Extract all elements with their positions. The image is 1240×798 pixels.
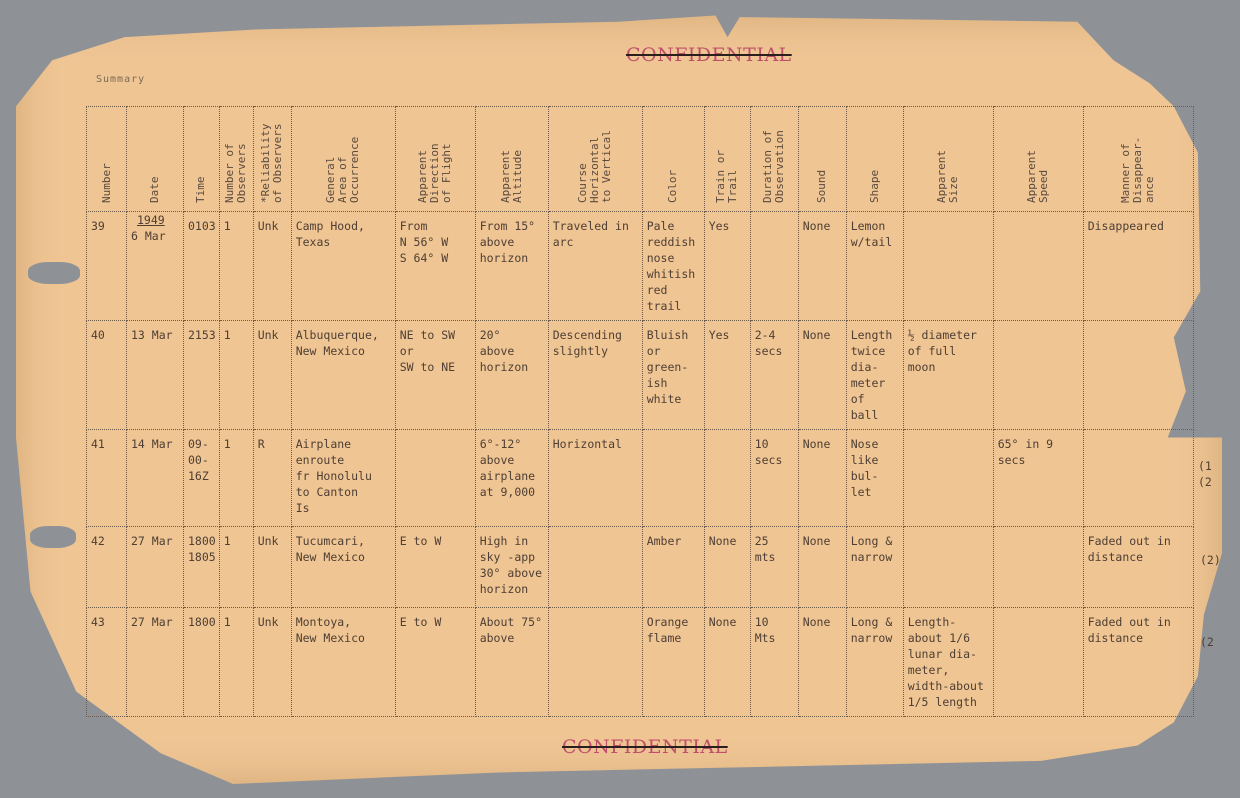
edge-note-row-43: (2	[1200, 635, 1214, 649]
cell-number: 43	[87, 608, 127, 717]
header-reliability: *Reliability of Observers	[253, 107, 291, 212]
header-disappearance: Manner of Disappear- ance	[1083, 107, 1193, 212]
cell-duration: 10 Mts	[750, 608, 798, 717]
edge-note-row-41: (1 (2	[1198, 459, 1212, 489]
confidential-stamp-bottom: CONFIDENTIAL	[562, 736, 728, 758]
cell-train: None	[704, 608, 750, 717]
cell-number: 40	[87, 321, 127, 430]
cell-time: 2153	[184, 321, 220, 430]
cell-duration: 2-4 secs	[750, 321, 798, 430]
cell-direction: From N 56° W S 64° W	[395, 212, 475, 321]
cell-speed: 65° in 9 secs	[993, 430, 1083, 527]
cell-size: ½ diameter of full moon	[903, 321, 993, 430]
cell-duration	[750, 212, 798, 321]
cell-sound: None	[798, 608, 846, 717]
cell-observers: 1	[219, 212, 253, 321]
cell-course: Descending slightly	[548, 321, 642, 430]
table-row	[87, 321, 1194, 430]
cell-sound: None	[798, 527, 846, 608]
cell-time: 1800 1805	[184, 527, 220, 608]
cell-reliability: Unk	[253, 527, 291, 608]
cell-disappearance: Faded out in distance	[1083, 608, 1193, 717]
cell-number: 41	[87, 430, 127, 527]
cell-time: 0103	[184, 212, 220, 321]
header-time: Time	[184, 107, 220, 212]
cell-observers: 1	[219, 527, 253, 608]
cell-direction	[395, 430, 475, 527]
cell-time: 09- 00- 16Z	[184, 430, 220, 527]
header-speed: Apparent Speed	[993, 107, 1083, 212]
cell-observers: 1	[219, 430, 253, 527]
cell-disappearance	[1083, 430, 1193, 527]
punch-hole-bottom	[30, 526, 76, 548]
header-area: General Area of Occurrence	[291, 107, 395, 212]
cell-course	[548, 527, 642, 608]
punch-hole-top	[28, 262, 80, 284]
cell-train: None	[704, 527, 750, 608]
table-row	[87, 527, 1194, 608]
sightings-table	[86, 106, 1194, 717]
cell-reliability: R	[253, 430, 291, 527]
cell-size	[903, 430, 993, 527]
cell-area: Camp Hood, Texas	[291, 212, 395, 321]
cell-reliability: Unk	[253, 212, 291, 321]
cell-size	[903, 527, 993, 608]
table-row	[87, 608, 1194, 717]
cell-shape: Length twice dia- meter of ball	[846, 321, 903, 430]
header-row	[87, 107, 1194, 212]
cell-train: Yes	[704, 321, 750, 430]
cell-train	[704, 430, 750, 527]
cell-altitude: From 15° above horizon	[475, 212, 548, 321]
cell-area: Montoya, New Mexico	[291, 608, 395, 717]
cell-altitude: 20° above horizon	[475, 321, 548, 430]
cell-disappearance	[1083, 321, 1193, 430]
cell-shape: Lemon w/tail	[846, 212, 903, 321]
cell-color	[642, 430, 704, 527]
cell-direction: E to W	[395, 608, 475, 717]
cell-course: Horizontal	[548, 430, 642, 527]
cell-observers: 1	[219, 321, 253, 430]
header-course: Course Horizontal to Vertical	[548, 107, 642, 212]
cell-date: 1949 6 Mar	[127, 212, 184, 321]
cell-color: Bluish or green- ish white	[642, 321, 704, 430]
cell-year: 1949	[137, 213, 165, 227]
header-shape: Shape	[846, 107, 903, 212]
cell-shape: Long & narrow	[846, 608, 903, 717]
cell-color: Amber	[642, 527, 704, 608]
cell-shape: Nose like bul- let	[846, 430, 903, 527]
confidential-stamp-top: CONFIDENTIAL	[626, 44, 792, 66]
cell-disappearance: Disappeared	[1083, 212, 1193, 321]
cell-course: Traveled in arc	[548, 212, 642, 321]
header-sound: Sound	[798, 107, 846, 212]
cell-size	[903, 212, 993, 321]
cell-sound: None	[798, 321, 846, 430]
cell-reliability: Unk	[253, 321, 291, 430]
table-row	[87, 212, 1194, 321]
cell-date: 14 Mar	[127, 430, 184, 527]
header-color: Color	[642, 107, 704, 212]
cell-color: Pale reddish nose whitish red trail	[642, 212, 704, 321]
cell-direction: E to W	[395, 527, 475, 608]
cell-duration: 25 mts	[750, 527, 798, 608]
cell-altitude: 6°-12° above airplane at 9,000	[475, 430, 548, 527]
cell-date: 13 Mar	[127, 321, 184, 430]
cell-number: 42	[87, 527, 127, 608]
cell-speed	[993, 608, 1083, 717]
header-date: Date	[127, 107, 184, 212]
header-size: Apparent Size	[903, 107, 993, 212]
cell-area: Airplane enroute fr Honolulu to Canton Is	[291, 430, 395, 527]
cell-speed	[993, 321, 1083, 430]
cell-number: 39	[87, 212, 127, 321]
cell-area: Tucumcari, New Mexico	[291, 527, 395, 608]
cell-speed	[993, 527, 1083, 608]
cell-altitude: High in sky -app 30° above horizon	[475, 527, 548, 608]
cell-altitude: About 75° above	[475, 608, 548, 717]
cell-area: Albuquerque, New Mexico	[291, 321, 395, 430]
cell-duration: 10 secs	[750, 430, 798, 527]
cell-date: 27 Mar	[127, 527, 184, 608]
header-number: Number	[87, 107, 127, 212]
header-observers: Number of Observers	[219, 107, 253, 212]
cell-time: 1800	[184, 608, 220, 717]
header-altitude: Apparent Altitude	[475, 107, 548, 212]
cell-date: 27 Mar	[127, 608, 184, 717]
cell-disappearance: Faded out in distance	[1083, 527, 1193, 608]
cell-speed	[993, 212, 1083, 321]
summary-label: Summary	[96, 74, 146, 85]
cell-sound: None	[798, 212, 846, 321]
header-direction: Apparent Direction of Flight	[395, 107, 475, 212]
cell-reliability: Unk	[253, 608, 291, 717]
cell-course	[548, 608, 642, 717]
cell-color: Orange flame	[642, 608, 704, 717]
header-duration: Duration of Observation	[750, 107, 798, 212]
cell-observers: 1	[219, 608, 253, 717]
cell-size: Length- about 1/6 lunar dia- meter, width-about 1/5 length	[903, 608, 993, 717]
cell-sound: None	[798, 430, 846, 527]
table-row	[87, 430, 1194, 527]
cell-shape: Long & narrow	[846, 527, 903, 608]
cell-direction: NE to SW or SW to NE	[395, 321, 475, 430]
edge-note-row-42: (2)	[1200, 553, 1221, 567]
header-train: Train or Trail	[704, 107, 750, 212]
cell-train: Yes	[704, 212, 750, 321]
